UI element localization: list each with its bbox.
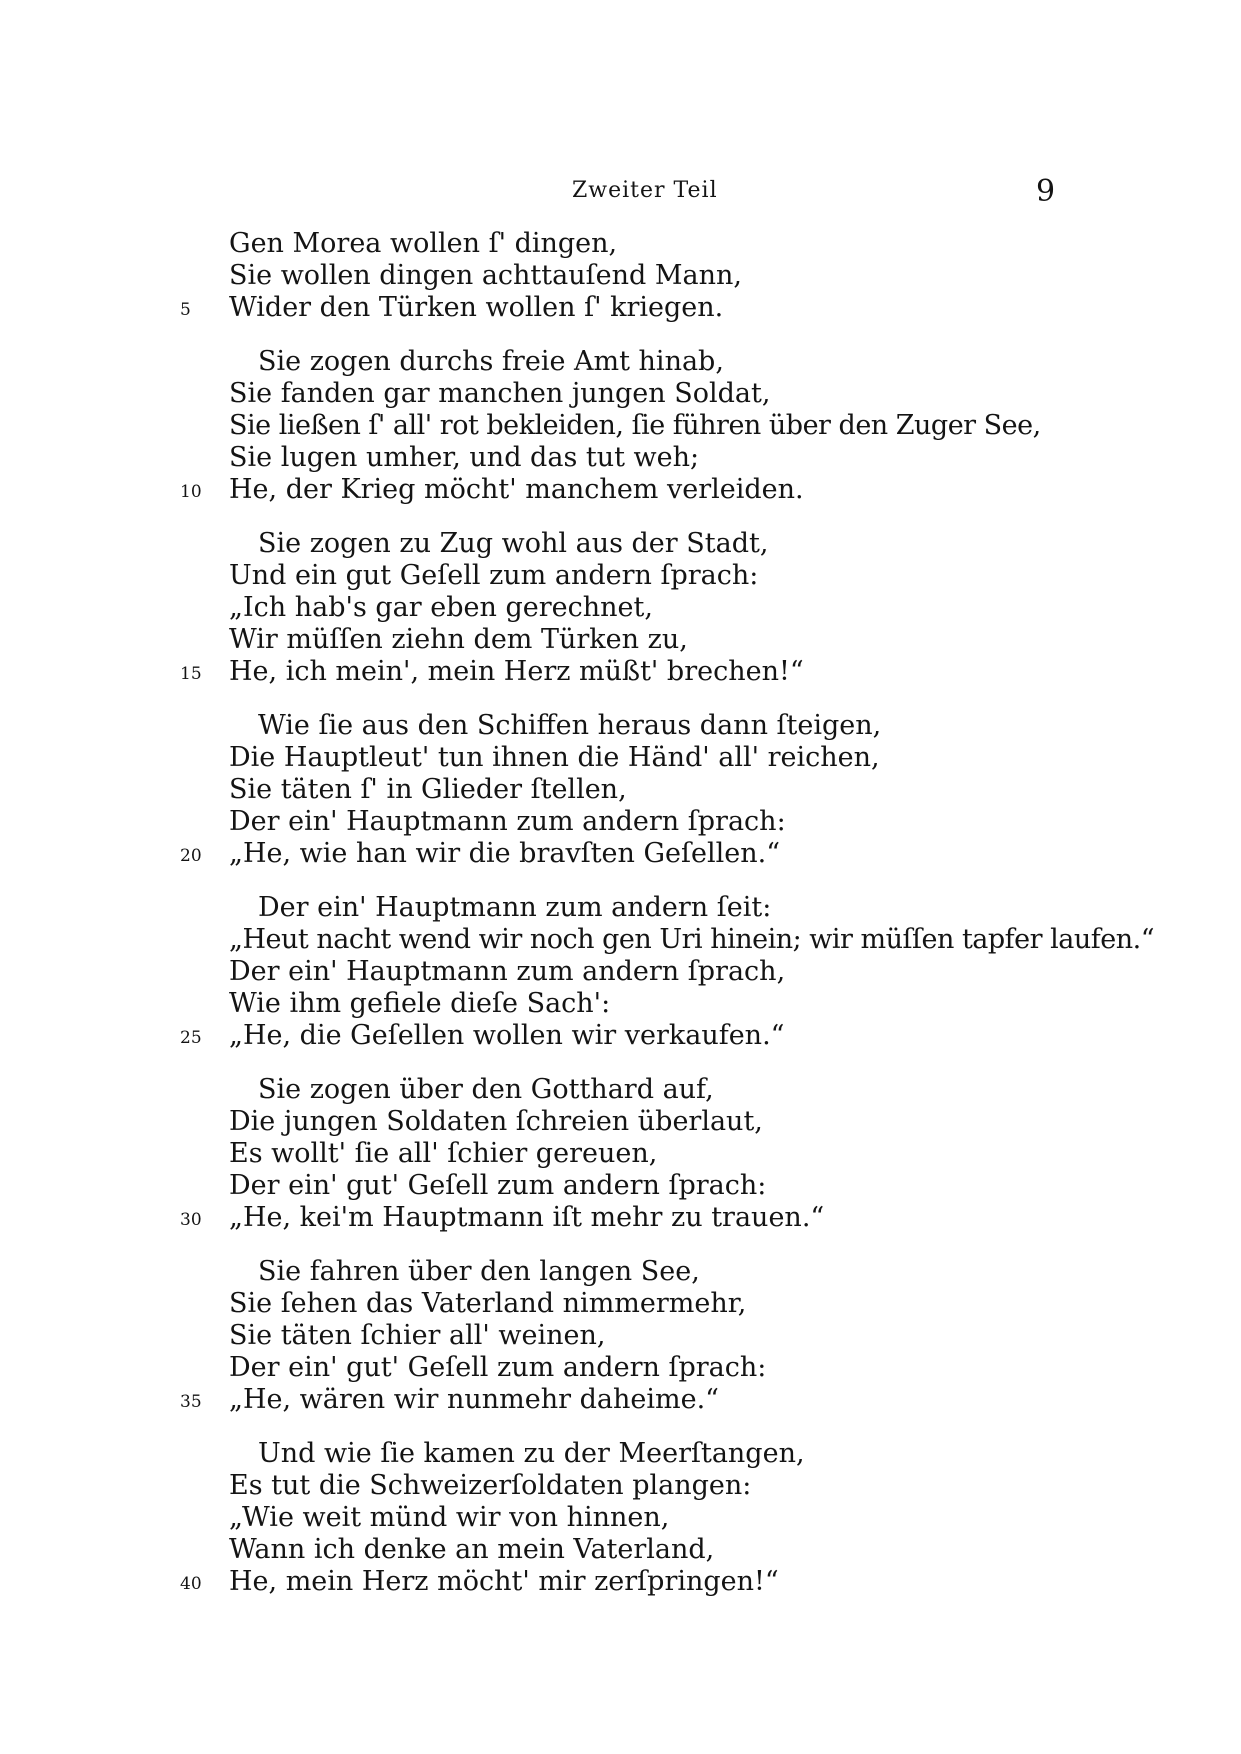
verse-text: Wider den Türken wollen ſ' kriegen. (229, 292, 724, 323)
line-number: 40 (180, 1574, 202, 1594)
verse-line (0, 806, 1241, 838)
verse-text: „He, die Geſellen wollen wir verkaufen.“ (229, 1020, 785, 1051)
verse-line (0, 1384, 1241, 1416)
verse-text: „Heut nacht wend wir noch gen Uri hinein; wir müſſen tapfer laufen.“ (229, 924, 1155, 955)
verse-text: Sie zogen zu Zug wohl aus der Stadt, (258, 528, 769, 559)
line-number: 15 (180, 664, 202, 684)
verse-line (0, 1438, 1241, 1470)
verse-line (0, 228, 1241, 260)
verse-line (0, 1202, 1241, 1234)
verse-line (0, 1470, 1241, 1502)
verse-text: Wir müſſen ziehn dem Türken zu, (229, 624, 688, 655)
line-number: 30 (180, 1210, 202, 1230)
verse-line (0, 1502, 1241, 1534)
verse-line (0, 1256, 1241, 1288)
verse-text: Der ein' Hauptmann zum andern ſeit: (258, 892, 772, 923)
verse-text: Der ein' gut' Geſell zum andern ſprach: (229, 1352, 767, 1383)
stanza (0, 1074, 1241, 1234)
verse-text: Es tut die Schweizerſoldaten plangen: (229, 1470, 752, 1501)
verse-line (0, 260, 1241, 292)
line-number: 35 (180, 1392, 202, 1412)
stanza (0, 346, 1241, 506)
verse-line (0, 1074, 1241, 1106)
verse-text: Sie lugen umher, und das tut weh; (229, 442, 700, 473)
verse-line (0, 592, 1241, 624)
verse-line (0, 742, 1241, 774)
stanza (0, 892, 1241, 1052)
verse-text: „Wie weit münd wir von hinnen, (229, 1502, 670, 1533)
verse-line (0, 838, 1241, 870)
verse-text: „He, wären wir nunmehr daheime.“ (229, 1384, 719, 1415)
verse-line (0, 1288, 1241, 1320)
verse-text: Sie zogen durchs freie Amt hinab, (258, 346, 724, 377)
stanza (0, 228, 1241, 324)
verse-line (0, 1320, 1241, 1352)
verse-line (0, 956, 1241, 988)
verse-line (0, 988, 1241, 1020)
verse-text: Wann ich denke an mein Vaterland, (229, 1534, 715, 1565)
verse-line (0, 410, 1241, 442)
verse-line (0, 1566, 1241, 1598)
line-number: 25 (180, 1028, 202, 1048)
verse-text: „He, kei'm Hauptmann iſt mehr zu trauen.“ (229, 1202, 825, 1233)
verse-text: „He, wie han wir die bravſten Geſellen.“ (229, 838, 781, 869)
verse-text: He, mein Herz möcht' mir zerſpringen!“ (229, 1566, 779, 1597)
verse-line (0, 528, 1241, 560)
verse-text: „Ich hab's gar eben gerechnet, (229, 592, 653, 623)
verse-text: Wie ſie aus den Schiffen heraus dann ſteigen, (258, 710, 882, 741)
verse-text: Die Hauptleut' tun ihnen die Händ' all' reichen, (229, 742, 880, 773)
verse-text: Sie zogen über den Gotthard auf, (258, 1074, 714, 1105)
stanza (0, 1256, 1241, 1416)
verse-line (0, 346, 1241, 378)
stanza (0, 1438, 1241, 1598)
verse-line (0, 1020, 1241, 1052)
running-head: Zweiter Teil (572, 178, 718, 203)
verse-line (0, 656, 1241, 688)
poem (0, 228, 1241, 1620)
verse-line (0, 710, 1241, 742)
line-number: 10 (180, 482, 202, 502)
verse-line (0, 1106, 1241, 1138)
verse-text: Gen Morea wollen ſ' dingen, (229, 228, 618, 259)
verse-line (0, 892, 1241, 924)
verse-line (0, 1534, 1241, 1566)
verse-text: Es wollt' ſie all' ſchier gereuen, (229, 1138, 658, 1169)
verse-text: Sie täten ſ' in Glieder ſtellen, (229, 774, 627, 805)
verse-text: Und ein gut Geſell zum andern ſprach: (229, 560, 759, 591)
verse-text: Die jungen Soldaten ſchreien überlaut, (229, 1106, 763, 1137)
verse-text: Sie fahren über den langen See, (258, 1256, 700, 1287)
verse-line (0, 292, 1241, 324)
verse-text: Sie ſehen das Vaterland nimmermehr, (229, 1288, 747, 1319)
verse-text: Sie fanden gar manchen jungen Soldat, (229, 378, 771, 409)
verse-text: He, der Krieg möcht' manchem verleiden. (229, 474, 804, 505)
verse-text: Sie ließen ſ' all' rot bekleiden, ſie führen über den Zuger See, (229, 410, 1041, 441)
line-number: 5 (180, 300, 191, 320)
verse-line (0, 774, 1241, 806)
line-number: 20 (180, 846, 202, 866)
verse-line (0, 624, 1241, 656)
verse-line (0, 378, 1241, 410)
verse-text: Sie täten ſchier all' weinen, (229, 1320, 606, 1351)
verse-line (0, 924, 1241, 956)
verse-text: Wie ihm gefiele dieſe Sach': (229, 988, 611, 1019)
verse-line (0, 442, 1241, 474)
verse-text: Sie wollen dingen achttauſend Mann, (229, 260, 742, 291)
verse-text: Und wie ſie kamen zu der Meerſtangen, (258, 1438, 805, 1469)
verse-text: Der ein' Hauptmann zum andern ſprach, (229, 956, 786, 987)
stanza (0, 528, 1241, 688)
verse-line (0, 560, 1241, 592)
verse-text: Der ein' Hauptmann zum andern ſprach: (229, 806, 786, 837)
verse-line (0, 1138, 1241, 1170)
verse-line (0, 1352, 1241, 1384)
stanza (0, 710, 1241, 870)
verse-text: Der ein' gut' Geſell zum andern ſprach: (229, 1170, 767, 1201)
verse-line (0, 1170, 1241, 1202)
verse-text: He, ich mein', mein Herz müßt' brechen!“ (229, 656, 804, 687)
verse-line (0, 474, 1241, 506)
page-number: 9 (1036, 174, 1056, 209)
